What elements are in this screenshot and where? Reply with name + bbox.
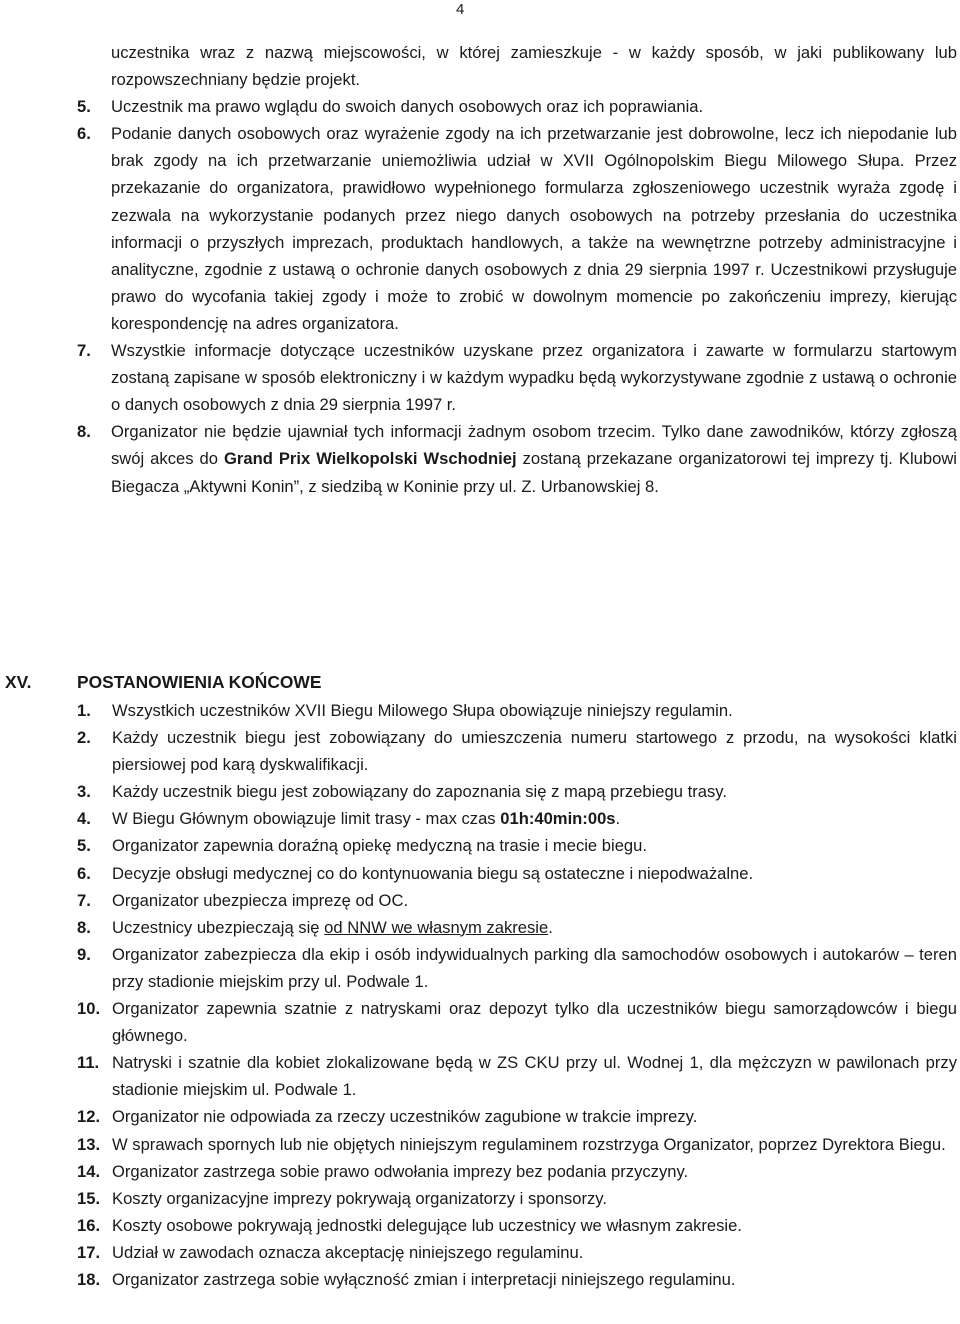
list-item — [0, 1158, 960, 1185]
text-segment: od NNW we własnym zakresie — [324, 917, 549, 937]
list-item — [0, 418, 960, 499]
text-segment: Wszystkich uczestników XVII Biegu Milowego Słupa obowiązuje niniejszy regulamin. — [112, 701, 733, 720]
item-text — [111, 39, 957, 93]
item-number: 6. — [77, 124, 91, 144]
text-segment: Organizator zapewnia szatnie z natryskami oraz depozyt tylko dla uczestników biegu samorządowców i biegu głównego. — [112, 999, 957, 1046]
item-text — [112, 697, 957, 724]
list-item — [0, 337, 960, 418]
section-title: POSTANOWIENIA KOŃCOWE — [77, 672, 322, 692]
text-segment: Każdy uczestnik biegu jest zobowiązany do umieszczenia numeru startowego z przodu, na wysokości klatki piersiowej pod karą dyskwalifikacji. — [112, 728, 957, 775]
list-item — [0, 724, 960, 778]
item-text — [112, 941, 957, 995]
item-number: 9. — [77, 944, 91, 964]
item-number: 3. — [77, 782, 91, 802]
top-list — [0, 39, 960, 500]
item-text — [112, 995, 957, 1049]
item-number: 15. — [77, 1188, 101, 1208]
text-segment: W Biegu Głównym obowiązuje limit trasy - max czas — [112, 809, 501, 829]
list-item — [0, 1212, 960, 1239]
text-segment: Organizator zastrzega sobie wyłączność zmian i interpretacji niniejszego regulaminu. — [112, 1269, 736, 1289]
list-item — [0, 697, 960, 724]
list-item — [0, 39, 960, 93]
item-text — [112, 832, 957, 859]
text-segment: Decyzje obsługi medycznej co do kontynuowania biegu są ostateczne i niepodważalne. — [112, 863, 754, 883]
item-text — [112, 778, 957, 805]
text-segment: Koszty osobowe pokrywają jednostki delegujące lub uczestnicy we własnym zakresie. — [112, 1215, 742, 1235]
item-text — [112, 860, 957, 887]
item-text — [112, 805, 957, 832]
text-segment: Koszty organizacyjne imprezy pokrywają organizatorzy i sponsorzy. — [112, 1188, 607, 1208]
text-segment: Uczestnicy ubezpieczają się — [112, 917, 325, 937]
item-number: 5. — [77, 836, 91, 856]
item-text — [111, 120, 957, 337]
item-text — [111, 93, 957, 120]
section-roman-number: XV. — [5, 672, 32, 692]
item-number: 16. — [77, 1215, 101, 1235]
list-item — [0, 1103, 960, 1130]
text-segment: Każdy uczestnik biegu jest zobowiązany do zapoznania się z mapą przebiegu trasy. — [112, 782, 727, 802]
item-number: 7. — [77, 890, 91, 910]
item-text — [112, 914, 957, 941]
item-text — [111, 337, 957, 418]
item-number: 1. — [77, 701, 91, 720]
item-text — [111, 418, 957, 499]
text-segment: Wszystkie informacje dotyczące uczestników uzyskane przez organizatora i zawarte w formularzu startowym zostaną zapisane w sposób elektroniczny i w każdym wypadku będą wykorzystywane zgodnie z ustawą o ochronie o danych osobowych z dnia 29 sierpnia 1997 r. — [111, 341, 957, 415]
list-item — [0, 941, 960, 995]
list-item — [0, 1185, 960, 1212]
item-number: 4. — [77, 809, 91, 829]
list-item — [0, 93, 960, 120]
list-item — [0, 1266, 960, 1293]
item-number: 8. — [77, 917, 91, 937]
item-number: 13. — [77, 1134, 101, 1154]
list-item — [0, 805, 960, 832]
list-item — [0, 1049, 960, 1103]
item-text — [112, 1185, 957, 1212]
item-number: 10. — [77, 999, 101, 1019]
item-text — [112, 1131, 957, 1158]
text-segment: Podanie danych osobowych oraz wyrażenie zgody na ich przetwarzanie jest dobrowolne, lecz ich niepodanie lub brak zgody na ich przetwarzanie uniemożliwia udział w XVII Ogólnopolskim Biegu Milowego Słupa. Przez przekazanie do organizatora, prawidłowo wypełnionego formularza zgłoszeniowego uczestnik wyraża zgodę i zezwala na wykorzystanie podanych przez niego danych osobowych na potrzeby przesłania do uczestnika informacji o przyszłych imprezach, produktach handlowych, a także na wewnętrzne potrzeby administracyjne i analityczne, zgodnie z ustawą o ochronie danych osobowych z dnia 29 sierpnia 1997 r. Uczestnikowi przysługuje prawo do wycofania takiej zgody i może to zrobić w dowolnym momencie po zakończeniu imprezy, kierując korespondencję na adres organizatora. — [111, 124, 957, 333]
item-number: 14. — [77, 1161, 101, 1181]
list-item — [0, 860, 960, 887]
item-number: 2. — [77, 728, 91, 748]
item-text — [112, 1266, 957, 1293]
item-number: 6. — [77, 863, 91, 883]
text-segment: Organizator zapewnia doraźną opiekę medyczną na trasie i mecie biegu. — [112, 836, 647, 856]
item-text — [112, 1049, 957, 1103]
item-number: 18. — [77, 1269, 101, 1289]
text-segment: Uczestnik ma prawo wglądu do swoich danych osobowych oraz ich poprawiania. — [111, 97, 704, 117]
item-number: 8. — [77, 422, 91, 442]
item-text — [112, 1103, 957, 1130]
text-segment: Grand Prix Wielkopolski Wschodniej — [223, 449, 517, 469]
section-heading — [0, 668, 960, 696]
text-segment: Organizator nie odpowiada za rzeczy uczestników zagubione w trakcie imprezy. — [112, 1107, 698, 1127]
text-segment: . — [548, 917, 553, 937]
list-item — [0, 120, 960, 337]
list-item — [0, 832, 960, 859]
item-text — [112, 1158, 957, 1185]
item-number: 17. — [77, 1242, 101, 1262]
item-text — [112, 1239, 957, 1266]
text-segment: uczestnika wraz z nazwą miejscowości, w której zamieszkuje - w każdy sposób, w jaki publikowany lub rozpowszechniany będzie projekt. — [111, 43, 957, 90]
text-segment: Organizator nie będzie ujawniał tych informacji żadnym osobom trzecim. Tylko dane zawodników, którzy zgłoszą swój akces do — [111, 422, 957, 469]
list-item — [0, 995, 960, 1049]
list-item — [0, 914, 960, 941]
text-segment: 01h:40min:00s — [500, 809, 616, 829]
text-segment: Organizator ubezpiecza imprezę od OC. — [112, 890, 409, 910]
item-number: 12. — [77, 1107, 101, 1127]
item-text — [112, 1212, 957, 1239]
item-number: 5. — [77, 97, 91, 117]
list-item — [0, 778, 960, 805]
text-segment: W sprawach spornych lub nie objętych niniejszym regulaminem rozstrzyga Organizator, poprzez Dyrektora Biegu. — [112, 1134, 946, 1154]
list-item — [0, 1239, 960, 1266]
list-item — [0, 1131, 960, 1158]
list-item — [0, 887, 960, 914]
text-segment: zostaną przekazane organizatorowi tej imprezy tj. Klubowi Biegacza „Aktywni Konin”, z siedzibą w Koninie przy ul. Z. Urbanowskiej 8. — [111, 449, 957, 496]
text-segment: . — [615, 809, 621, 829]
item-text — [112, 887, 957, 914]
text-segment: Organizator zabezpiecza dla ekip i osób indywidualnych parking dla samochodów osobowych i autokarów – teren przy stadionie miejskim przy ul. Podwale 1. — [112, 944, 957, 991]
final-provisions-list — [0, 697, 960, 1293]
item-number: 7. — [77, 341, 91, 361]
item-number: 11. — [77, 1053, 100, 1073]
page-number: 4 — [456, 1, 465, 18]
item-text — [112, 724, 957, 778]
text-segment: Udział w zawodach oznacza akceptację niniejszego regulaminu. — [112, 1242, 584, 1262]
text-segment: Natryski i szatnie dla kobiet zlokalizowane będą w ZS CKU przy ul. Wodnej 1, dla mężczyzn w pawilonach przy stadionie miejskim ul. Podwale 1. — [112, 1053, 957, 1100]
text-segment: Organizator zastrzega sobie prawo odwołania imprezy bez podania przyczyny. — [112, 1161, 689, 1181]
